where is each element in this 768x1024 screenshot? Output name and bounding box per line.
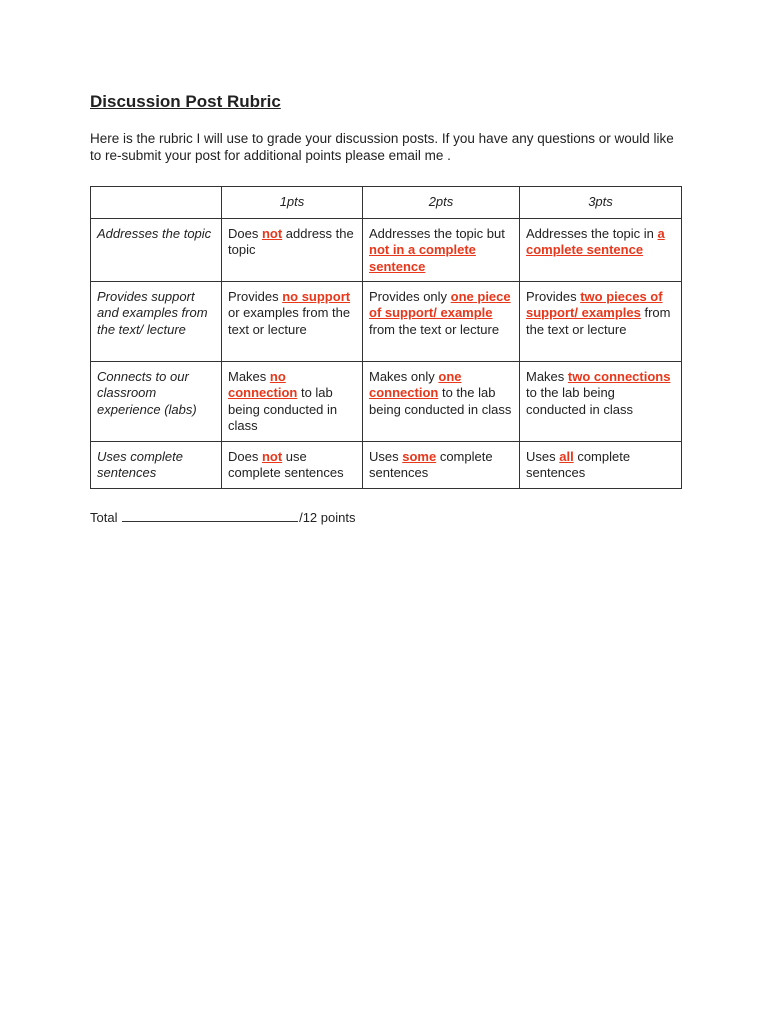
total-line — [90, 509, 682, 526]
score-cell-2pts: Uses some complete sentences — [363, 442, 520, 489]
highlight-text: one piece of support/ example — [369, 289, 511, 321]
page-title: Discussion Post Rubric — [90, 92, 281, 111]
score-cell-3pts: Makes two connections to the lab being conducted in class — [520, 362, 682, 442]
score-cell-3pts: Uses all complete sentences — [520, 442, 682, 489]
highlight-text: no connection — [228, 369, 298, 401]
highlight-text: no support — [282, 289, 351, 304]
highlight-text: one connection — [369, 369, 462, 401]
score-cell-3pts: Provides two pieces of support/ examples from the text or lecture — [520, 282, 682, 362]
score-cell-3pts: Addresses the topic in a complete sentence — [520, 219, 682, 282]
highlight-text: a complete sentence — [526, 226, 665, 258]
header-2pts: 2pts — [363, 187, 520, 219]
rubric-table — [90, 186, 682, 489]
score-cell-1pts: Does not address the topic — [222, 219, 363, 282]
criterion-cell: Uses complete sentences — [91, 442, 222, 489]
total-blank-line — [122, 509, 298, 522]
highlight-text: not in a complete sentence — [369, 242, 476, 274]
score-cell-2pts: Makes only one connection to the lab being conducted in class — [363, 362, 520, 442]
table-row — [91, 219, 682, 282]
score-cell-1pts: Provides no support or examples from the text or lecture — [222, 282, 363, 362]
criterion-cell: Provides support and examples from the text/ lecture — [91, 282, 222, 362]
header-3pts: 3pts — [520, 187, 682, 219]
score-cell-2pts: Provides only one piece of support/ example from the text or lecture — [363, 282, 520, 362]
criterion-cell: Addresses the topic — [91, 219, 222, 282]
table-row — [91, 442, 682, 489]
header-empty — [91, 187, 222, 219]
highlight-text: not — [261, 226, 283, 241]
header-row — [91, 187, 682, 219]
rubric-page — [90, 90, 682, 526]
total-label: Total — [90, 510, 118, 525]
score-cell-2pts: Addresses the topic but not in a complete sentence — [363, 219, 520, 282]
score-cell-1pts: Makes no connection to lab being conducted in class — [222, 362, 363, 442]
highlight-text: two pieces of support/ examples — [526, 289, 663, 321]
score-cell-1pts: Does not use complete sentences — [222, 442, 363, 489]
highlight-text: some — [402, 449, 437, 464]
header-1pts: 1pts — [222, 187, 363, 219]
intro-paragraph: Here is the rubric I will use to grade your discussion posts. If you have any questions or would like to re-submit your post for additional points please email me . — [90, 131, 674, 163]
highlight-text: all — [559, 449, 574, 464]
table-row — [91, 362, 682, 442]
highlight-text: two connections — [567, 369, 671, 384]
table-row — [91, 282, 682, 362]
total-suffix: /12 points — [299, 510, 356, 525]
highlight-text: not — [261, 449, 283, 464]
criterion-cell: Connects to our classroom experience (labs) — [91, 362, 222, 442]
